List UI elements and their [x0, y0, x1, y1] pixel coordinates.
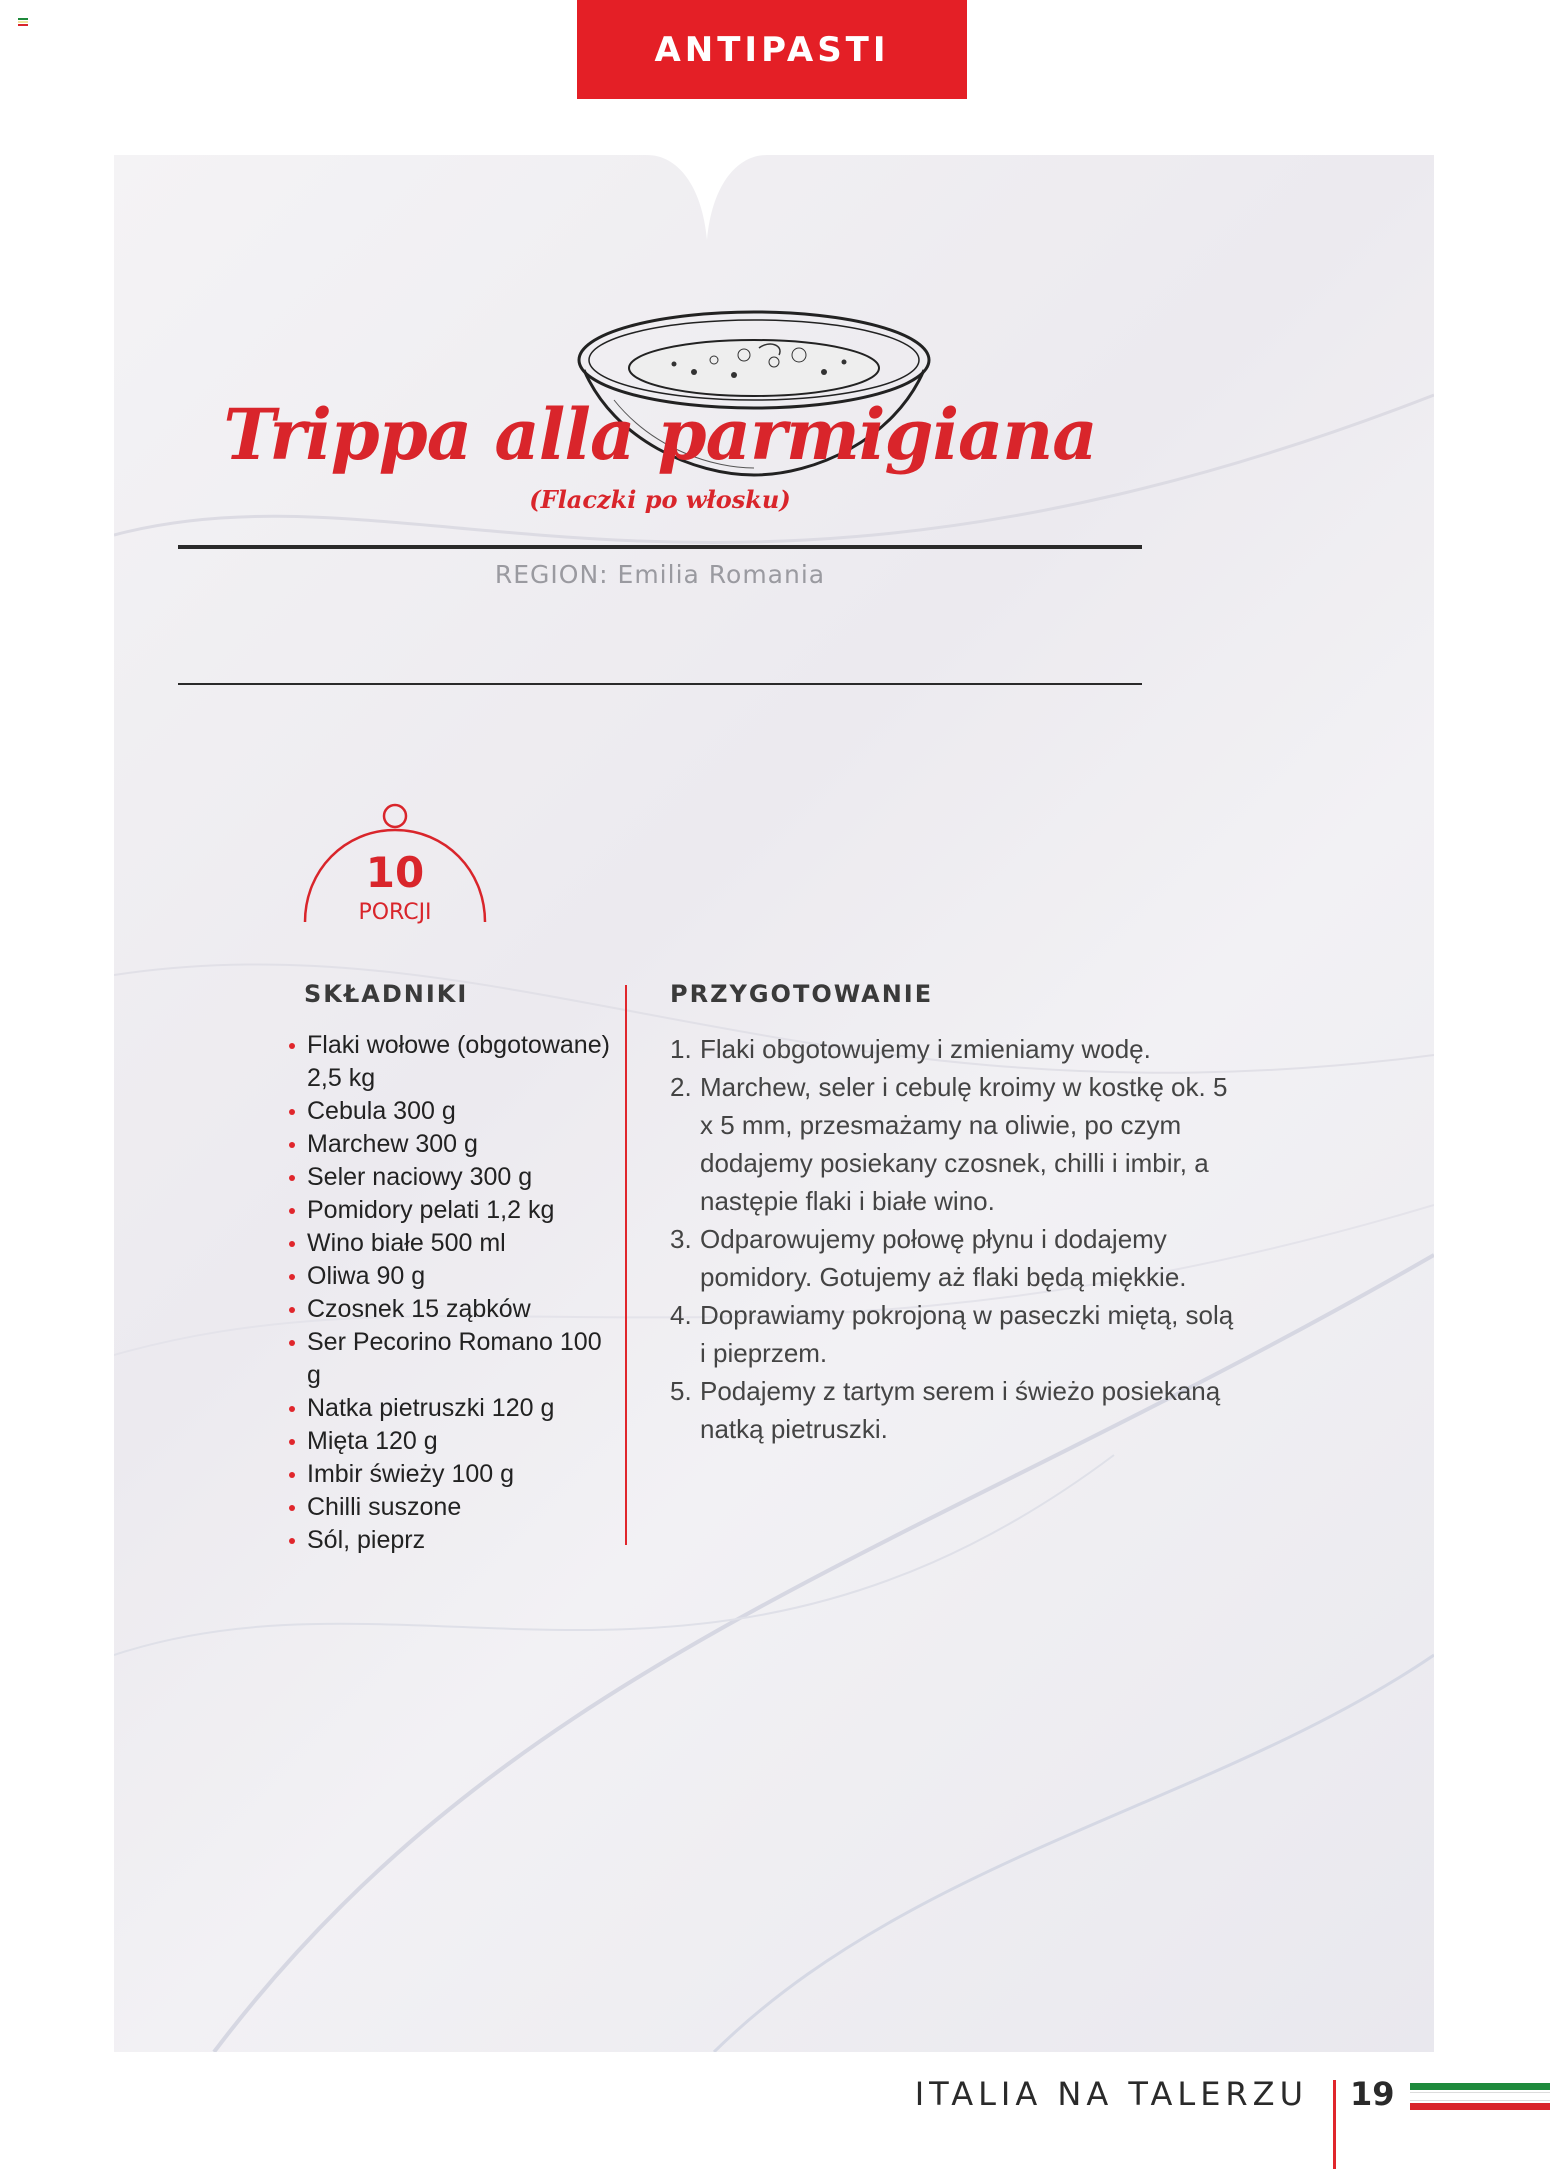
ingredient-item: Flaki wołowe (obgotowane) 2,5 kg [289, 1029, 619, 1095]
step-text: Podajemy z tartym serem i świeżo posiekaną natką pietruszki. [700, 1376, 1221, 1444]
ingredient-item: Seler naciowy 300 g [289, 1161, 619, 1194]
recipe-title: Trippa alla parmigiana [223, 393, 1097, 476]
portions-label: PORCJI [358, 900, 432, 925]
ingredient-item: Imbir świeży 100 g [289, 1458, 619, 1491]
italian-flag-stripes [1410, 2083, 1550, 2111]
preparation-steps [670, 1030, 1245, 1448]
preparation-heading: PRZYGOTOWANIE [670, 980, 934, 1008]
step-text: Flaki obgotowujemy i zmieniamy wodę. [700, 1034, 1151, 1064]
section-tab: ANTIPASTI [577, 0, 967, 99]
preparation-step [670, 1372, 1245, 1448]
ingredient-item: Chilli suszone [289, 1491, 619, 1524]
step-number: 5. [670, 1376, 692, 1406]
ingredients-heading: SKŁADNIKI [304, 980, 469, 1008]
top-notch [647, 155, 767, 245]
page-number: 19 [1350, 2075, 1395, 2113]
title-rule-bottom [178, 683, 1142, 685]
flag-mini-icon [18, 18, 28, 26]
recipe-region: REGION: Emilia Romania [494, 560, 826, 589]
magazine-name: ITALIA NA TALERZU [914, 2075, 1308, 2113]
step-number: 2. [670, 1072, 692, 1102]
ingredient-item: Wino białe 500 ml [289, 1227, 619, 1260]
step-number: 1. [670, 1034, 692, 1064]
preparation-step [670, 1068, 1245, 1220]
ingredient-item: Cebula 300 g [289, 1095, 619, 1128]
step-number: 4. [670, 1300, 692, 1330]
ingredient-item: Marchew 300 g [289, 1128, 619, 1161]
column-divider [625, 985, 627, 1545]
preparation-step [670, 1030, 1245, 1068]
ingredient-item: Czosnek 15 ząbków [289, 1293, 619, 1326]
ingredient-item: Ser Pecorino Romano 100 g [289, 1326, 619, 1392]
portions-number: 10 [365, 848, 425, 897]
step-number: 3. [670, 1224, 692, 1254]
recipe-subtitle: (Flaczki po włosku) [529, 485, 791, 514]
ingredient-item: Natka pietruszki 120 g [289, 1392, 619, 1425]
preparation-step [670, 1220, 1245, 1296]
ingredient-item: Oliwa 90 g [289, 1260, 619, 1293]
ingredient-item: Pomidory pelati 1,2 kg [289, 1194, 619, 1227]
step-text: Doprawiamy pokrojoną w paseczki miętą, solą i pieprzem. [700, 1300, 1234, 1368]
ingredient-item: Mięta 120 g [289, 1425, 619, 1458]
preparation-step [670, 1296, 1245, 1372]
footer-separator [1333, 2080, 1336, 2169]
ingredients-list [289, 1029, 619, 1557]
title-rule-top [178, 545, 1142, 549]
ingredient-item: Sól, pieprz [289, 1524, 619, 1557]
step-text: Marchew, seler i cebulę kroimy w kostkę ok. 5 x 5 mm, przesmażamy na oliwie, po czym dodajemy posiekany czosnek, chilli i imbir, a następie flaki i białe wino. [700, 1072, 1228, 1216]
step-text: Odparowujemy połowę płynu i dodajemy pomidory. Gotujemy aż flaki będą miękkie. [700, 1224, 1187, 1292]
